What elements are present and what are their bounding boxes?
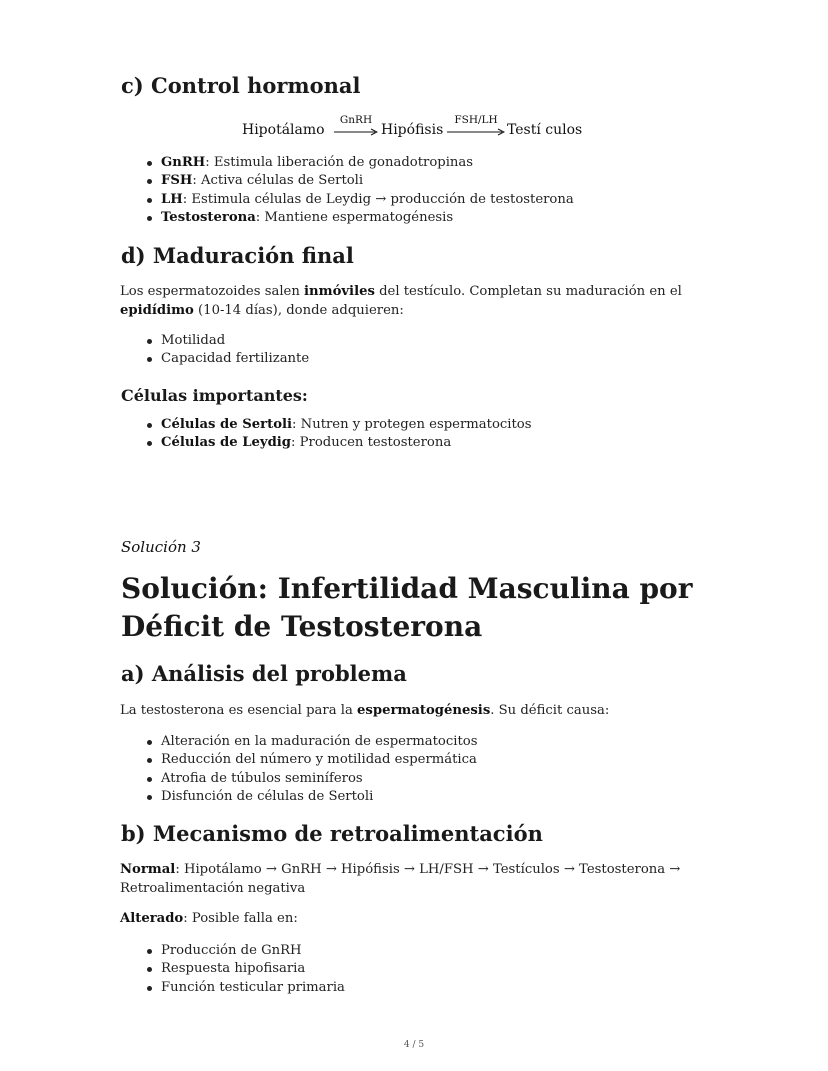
list-item: GnRH: Estimula liberación de gonadotropinas xyxy=(121,154,574,172)
altered-feedback-paragraph: Alterado: Posible falla en: xyxy=(120,911,298,926)
formula-term-hypothalamus: Hipotálamo xyxy=(242,122,325,138)
list-item: Células de Sertoli: Nutren y protegen espermatocitos xyxy=(121,416,532,434)
list-item: Alteración en la maduración de espermatocitos xyxy=(121,733,477,751)
normal-feedback-paragraph: Normal: Hipotálamo → GnRH → Hipófisis → LH/FSH → Testículos → Testosterona → Retroalimentación negativa xyxy=(120,862,681,896)
arrow-right-icon xyxy=(447,128,505,136)
solution-eyebrow: Solución 3 xyxy=(121,538,201,556)
list-item: LH: Estimula células de Leydig → producción de testosterona xyxy=(121,191,574,209)
page-number: 4 / 5 xyxy=(403,1040,425,1050)
acquired-abilities-list xyxy=(121,332,309,369)
list-item: Producción de GnRH xyxy=(121,942,345,960)
list-item: Células de Leydig: Producen testosterona xyxy=(121,434,532,452)
list-item: Testosterona: Mantiene espermatogénesis xyxy=(121,209,574,227)
formula-arrow-label: GnRH xyxy=(339,114,373,126)
possible-failures-list xyxy=(121,942,345,997)
arrow-right-icon xyxy=(334,128,378,136)
list-item: Función testicular primaria xyxy=(121,979,345,997)
list-item: Capacidad fertilizante xyxy=(121,350,309,368)
list-item: Atrofia de túbulos seminíferos xyxy=(121,770,477,788)
list-item: FSH: Activa células de Sertoli xyxy=(121,172,574,190)
formula-arrow-label: FSH/LH xyxy=(454,114,498,126)
solution-title: Solución: Infertilidad Masculina por Déficit de Testosterona xyxy=(121,572,693,643)
important-cells-heading: Células importantes: xyxy=(121,386,308,405)
hormone-list xyxy=(121,154,574,227)
section-c-heading: c) Control hormonal xyxy=(121,73,361,98)
important-cells-list xyxy=(121,416,532,453)
list-item: Motilidad xyxy=(121,332,309,350)
maturation-paragraph: Los espermatozoides salen inmóviles del testículo. Completan su maduración en el epidídimo (10-14 días), donde adquieren: xyxy=(120,284,682,318)
analysis-paragraph: La testosterona es esencial para la espermatogénesis. Su déficit causa: xyxy=(120,703,610,718)
section-a-heading: a) Análisis del problema xyxy=(121,661,407,686)
list-item: Disfunción de células de Sertoli xyxy=(121,788,477,806)
section-b-heading: b) Mecanismo de retroalimentación xyxy=(121,821,543,846)
deficit-effects-list xyxy=(121,733,477,806)
formula-term-testes: Testí culos xyxy=(507,122,583,138)
list-item: Respuesta hipofisaria xyxy=(121,960,345,978)
section-d-heading: d) Maduración final xyxy=(121,243,354,268)
formula-term-pituitary: Hipófisis xyxy=(381,122,444,138)
list-item: Reducción del número y motilidad espermática xyxy=(121,751,477,769)
